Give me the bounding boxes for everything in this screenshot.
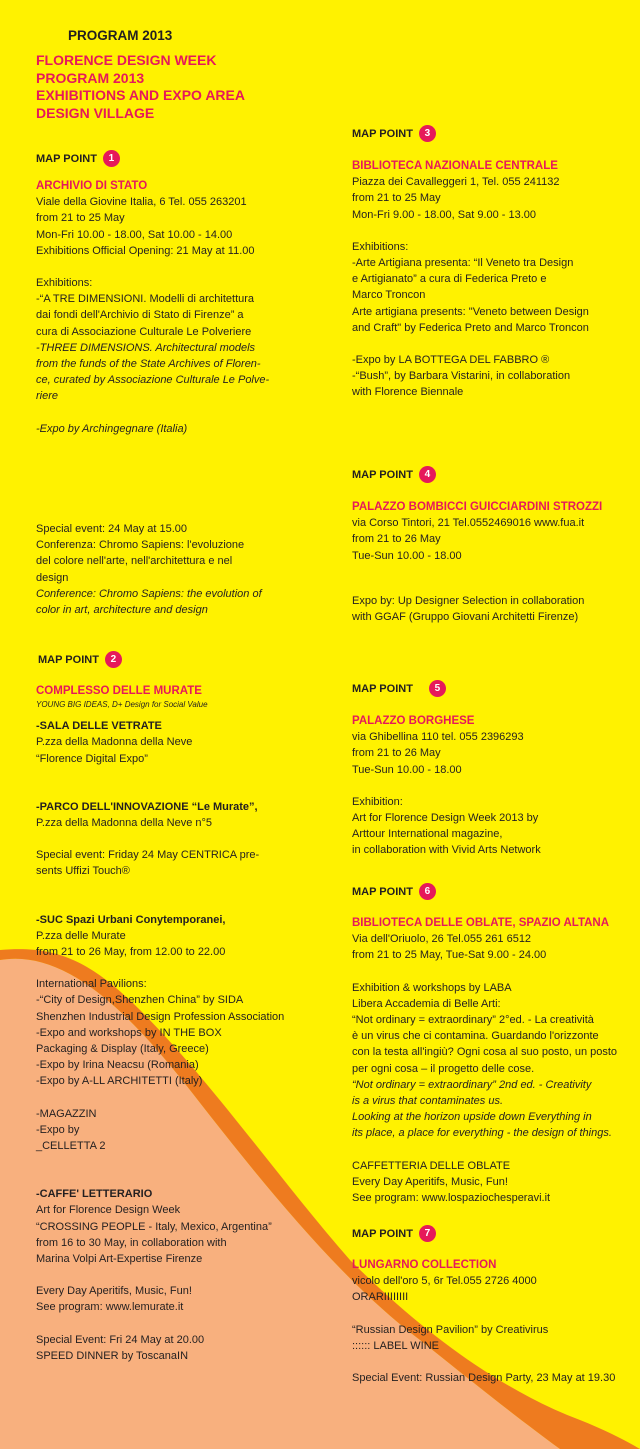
exhibition-text: in collaboration with Vivid Arts Network xyxy=(352,844,541,857)
special-event-text: sents Uffizi Touch® xyxy=(36,865,130,878)
venue-name: BIBLIOTECA NAZIONALE CENTRALE xyxy=(352,160,558,172)
special-event-text-en: Conference: Chromo Sapiens: the evolution of xyxy=(36,587,262,600)
map-point-label: MAP POINT xyxy=(352,885,413,898)
sub-venue-text: “CROSSING PEOPLE - Italy, Mexico, Argentina” xyxy=(36,1220,272,1233)
map-point-4-expo xyxy=(352,593,640,625)
map-point-label: MAP POINT xyxy=(36,152,97,165)
exhibition-text: Exhibition: xyxy=(352,795,403,808)
exhibition-text-en: Looking at the horizon upside down Everything in xyxy=(352,1111,592,1124)
exhibition-text: e Artigianato” a cura di Federica Preto e xyxy=(352,273,547,286)
expo-text: with GGAF (Gruppo Giovani Architetti Firenze) xyxy=(352,611,579,624)
sub-venue-title: -SALA DELLE VETRATE xyxy=(36,720,162,733)
exhibition-text: è un virus che ci contamina. Guardando l'orizzonte xyxy=(352,1030,599,1043)
exhibition-text-en: its place, a place for everything - the design of things. xyxy=(352,1127,612,1140)
pavilion-text: “Russian Design Pavilion” by Creativirus xyxy=(352,1323,549,1336)
expo-text: -“Bush”, by Barbara Vistarini, in collaboration xyxy=(352,370,571,383)
map-point-1-heading xyxy=(36,150,120,167)
venue-dates: from 21 to 26 May xyxy=(352,533,441,546)
pavilions-text: International Pavilions: xyxy=(36,978,147,991)
venue-hours: Tue-Sun 10.00 - 18.00 xyxy=(352,763,462,776)
exhibition-text: -Arte Artigiana presenta: “Il Veneto tra Design xyxy=(352,257,574,270)
special-event-text: del colore nell'arte, nell'architettura e nel xyxy=(36,555,233,568)
special-event-text: Special event: Friday 24 May CENTRICA pre- xyxy=(36,849,260,862)
map-point-6-heading xyxy=(352,883,436,900)
venue-dates: from 21 to 25 May xyxy=(352,192,441,205)
exhibition-text-en: ce, curated by Associazione Culturale Le Polve- xyxy=(36,374,270,387)
expo-text: -Expo by LA BOTTEGA DEL FABBRO ® xyxy=(352,354,550,367)
venue-dates: from 21 to 25 May, Tue-Sat 9.00 - 24.00 xyxy=(352,949,547,962)
map-point-label: MAP POINT xyxy=(352,127,413,140)
pavilions-text: -Expo and workshops by IN THE BOX xyxy=(36,1026,222,1039)
venue-subtitle: YOUNG BIG IDEAS, D+ Design for Social Value xyxy=(36,700,208,710)
special-event-text: Special Event: Fri 24 May at 20.00 xyxy=(36,1333,205,1346)
sub-venue-text: P.zza delle Murate xyxy=(36,929,126,942)
map-point-label: MAP POINT xyxy=(352,682,413,695)
venue-name: COMPLESSO DELLE MURATE xyxy=(36,685,202,697)
exhibition-text: and Craft" by Federica Preto and Marco Troncon xyxy=(352,321,589,334)
sub-venue-text: P.zza della Madonna della Neve n°5 xyxy=(36,817,213,830)
pavilions-text: Shenzhen Industrial Design Profession Association xyxy=(36,1010,285,1023)
caffe-text: See program: www.lospaziochesperavi.it xyxy=(352,1192,551,1205)
exhibition-text-en: from the funds of the State Archives of Floren- xyxy=(36,358,261,371)
exhibition-text: con la testa all'ingiù? Ogni cosa al suo posto, un posto xyxy=(352,1046,618,1059)
special-event-text: Special event: 24 May at 15.00 xyxy=(36,523,188,535)
venue-hours: Mon-Fri 10.00 - 18.00, Sat 10.00 - 14.00 xyxy=(36,228,233,241)
exhibition-text: Exhibition & workshops by LABA xyxy=(352,981,512,994)
venue-name: LUNGARNO COLLECTION xyxy=(352,1259,497,1271)
exhibition-text-en: riere xyxy=(36,390,59,403)
exhibition-text-en: -THREE DIMENSIONS. Architectural models xyxy=(36,341,256,354)
map-point-3-heading xyxy=(352,125,436,142)
map-point-2-heading xyxy=(38,651,122,668)
map-point-4-heading xyxy=(352,466,436,483)
sub-venue-text: Art for Florence Design Week xyxy=(36,1204,181,1217)
exhibition-text-en: “Not ordinary = extraordinary” 2nd ed. - Creativity xyxy=(352,1078,592,1091)
map-point-label: MAP POINT xyxy=(352,1227,413,1240)
title-line: PROGRAM 2013 xyxy=(36,69,145,86)
sub-venue-text: “Florence Digital Expo” xyxy=(36,752,148,765)
venue-dates: from 21 to 25 May xyxy=(36,212,125,225)
caffe-text: Every Day Aperitifs, Music, Fun! xyxy=(352,1175,508,1188)
caffe-text: CAFFETTERIA DELLE OBLATE xyxy=(352,1159,511,1172)
pavilions-text: Packaging & Display (Italy, Greece) xyxy=(36,1043,209,1056)
magazzin-text: -Expo by xyxy=(36,1123,80,1136)
map-point-number-badge: 5 xyxy=(429,680,446,697)
map-point-1-section xyxy=(36,178,326,437)
exhibition-text: -“A TRE DIMENSIONI. Modelli di architettura xyxy=(36,293,255,306)
venue-hours: Tue-Sun 10.00 - 18.00 xyxy=(352,549,462,562)
venue-address: Piazza dei Cavalleggeri 1, Tel. 055 241132 xyxy=(352,176,560,189)
map-point-number-badge: 7 xyxy=(419,1225,436,1242)
venue-address: via Ghibellina 110 tel. 055 2396293 xyxy=(352,731,524,744)
exhibition-text: Arttour International magazine, xyxy=(352,828,503,841)
exhibition-text: Exhibitions: xyxy=(352,240,409,253)
sub-venue-title: -PARCO DELL'INNOVAZIONE “Le Murate”, xyxy=(36,800,258,813)
magazzin-text: _CELLETTA 2 xyxy=(36,1140,106,1153)
magazzin-text: -MAGAZZIN xyxy=(36,1107,97,1120)
map-point-number-badge: 4 xyxy=(419,466,436,483)
map-point-5-section xyxy=(352,713,640,859)
venue-address: vicolo dell'oro 5, 6r Tel.055 2726 4000 xyxy=(352,1275,537,1288)
expo-text: -Expo by Archingegnare (Italia) xyxy=(36,422,188,435)
sub-venue-title: -CAFFE' LETTERARIO xyxy=(36,1188,153,1201)
special-event-text-en: color in art, architecture and design xyxy=(36,604,208,617)
special-event-text: design xyxy=(36,571,69,584)
special-event-text: SPEED DINNER by ToscanaIN xyxy=(36,1349,189,1362)
venue-hours: ORARIIIIIIII xyxy=(352,1291,409,1304)
map-point-1-special-event xyxy=(36,521,326,618)
venue-opening: Exhibitions Official Opening: 21 May at 11.00 xyxy=(36,244,255,257)
venue-address: Via dell'Oriuolo, 26 Tel.055 261 6512 xyxy=(352,933,532,946)
expo-text: Expo by: Up Designer Selection in collaboration xyxy=(352,595,585,607)
map-point-label: MAP POINT xyxy=(352,468,413,481)
map-point-number-badge: 1 xyxy=(103,150,120,167)
map-point-6-section xyxy=(352,915,640,1206)
exhibition-text: Marco Troncon xyxy=(352,289,426,302)
title-line: EXHIBITIONS AND EXPO AREA xyxy=(36,87,245,103)
program-header: PROGRAM 2013 xyxy=(68,28,173,43)
sub-venue-title: -SUC Spazi Urbani Conytemporanei, xyxy=(36,913,226,926)
title-line: FLORENCE DESIGN WEEK xyxy=(36,52,217,68)
pavilions-text: -“City of Design,Shenzhen China” by SIDA xyxy=(36,994,244,1007)
map-point-number-badge: 6 xyxy=(419,883,436,900)
sub-venue-text: P.zza della Madonna della Neve xyxy=(36,736,193,749)
sub-venue-text: from 21 to 26 May, from 12.00 to 22.00 xyxy=(36,946,226,959)
map-point-number-badge: 2 xyxy=(105,651,122,668)
map-point-5-heading xyxy=(352,680,446,697)
exhibitions-label: Exhibitions: xyxy=(36,277,93,290)
map-point-label: MAP POINT xyxy=(38,653,99,666)
caffe-fun-text: See program: www.lemurate.it xyxy=(36,1301,184,1314)
exhibition-text: dai fondi dell'Archivio di Stato di Firenze” a xyxy=(36,309,244,322)
venue-address: Viale della Giovine Italia, 6 Tel. 055 263201 xyxy=(36,196,247,209)
caffe-fun-text: Every Day Aperitifs, Music, Fun! xyxy=(36,1285,192,1298)
pavilion-text: :::::: LABEL WINE xyxy=(352,1339,440,1352)
map-point-number-badge: 3 xyxy=(419,125,436,142)
venue-name: PALAZZO BOMBICCI GUICCIARDINI STROZZI xyxy=(352,501,603,513)
expo-text: with Florence Biennale xyxy=(352,386,464,399)
venue-dates: from 21 to 26 May xyxy=(352,747,441,760)
map-point-7-section xyxy=(352,1257,640,1386)
venue-name: PALAZZO BORGHESE xyxy=(352,715,475,727)
pavilions-text: -Expo by Irina Neacsu (Romania) xyxy=(36,1059,199,1072)
exhibition-text: Libera Accademia di Belle Arti: xyxy=(352,997,501,1010)
exhibition-text: per ogni cosa – il progetto delle cose. xyxy=(352,1062,535,1075)
venue-hours: Mon-Fri 9.00 - 18.00, Sat 9.00 - 13.00 xyxy=(352,208,537,221)
map-point-2-section xyxy=(36,683,326,1364)
special-event-text: Conferenza: Chromo Sapiens: l'evoluzione xyxy=(36,539,245,552)
map-point-4-section xyxy=(352,499,640,564)
main-title xyxy=(36,52,336,122)
title-line: DESIGN VILLAGE xyxy=(36,104,155,121)
sub-venue-text: Marina Volpi Art-Expertise Firenze xyxy=(36,1253,203,1266)
venue-address: via Corso Tintori, 21 Tel.0552469016 www.fua.it xyxy=(352,517,585,530)
exhibition-text: Arte artigiana presents: "Veneto between Design xyxy=(352,305,589,318)
exhibition-text: “Not ordinary = extraordinary” 2°ed. - La creatività xyxy=(352,1014,594,1027)
pavilions-text: -Expo by A-LL ARCHITETTI (Italy) xyxy=(36,1075,203,1088)
exhibition-text-en: is a virus that contaminates us. xyxy=(352,1095,504,1108)
special-event-text: Special Event: Russian Design Party, 23 May at 19.30 xyxy=(352,1372,616,1385)
exhibition-text: cura di Associazione Culturale Le Polveriere xyxy=(36,325,252,338)
venue-name: ARCHIVIO DI STATO xyxy=(36,180,148,192)
sub-venue-text: from 16 to 30 May, in collaboration with xyxy=(36,1236,227,1249)
exhibition-text: Art for Florence Design Week 2013 by xyxy=(352,812,539,825)
venue-name: BIBLIOTECA DELLE OBLATE, SPAZIO ALTANA xyxy=(352,917,610,929)
map-point-3-section xyxy=(352,158,640,401)
map-point-7-heading xyxy=(352,1225,436,1242)
